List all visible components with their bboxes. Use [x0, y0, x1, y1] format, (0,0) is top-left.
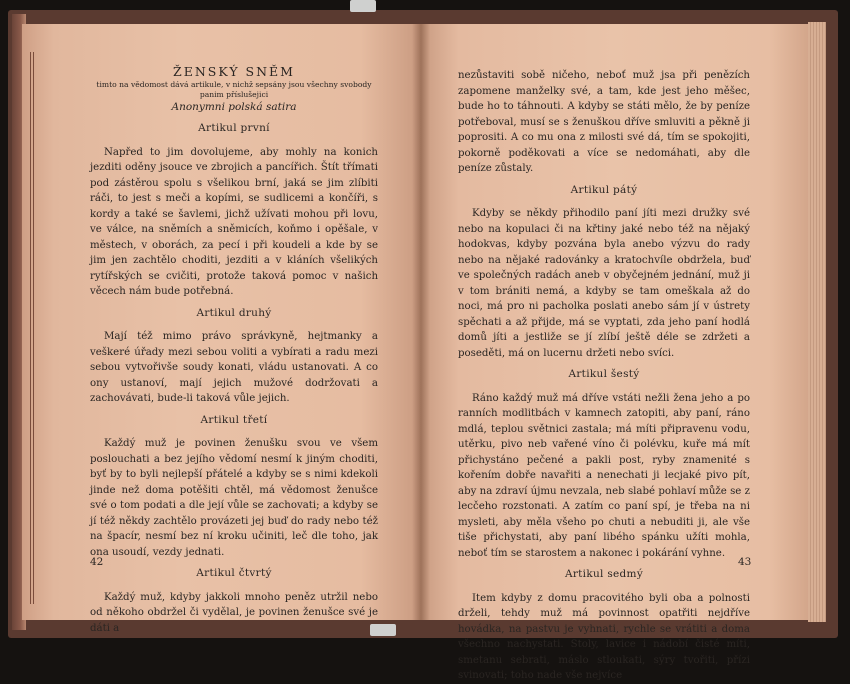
section-text: Napřed to jim dovolujeme, aby mohly na konich jezditi oděny jsouce ve zbrojich a pancířich. Štít třímati pod zástěrou spolu s všelikou brní, jaká se jim zlíbiti ráči, to jest s meči a kopími, se sudlicemi a končíři, s kordy a také se šavlemi, jichž užívati mohou při lovu, ve válce, na sněmích a sněmicích, koňmo i opěšale, v městech, v oborách, za pecí i při koudeli a kde by se jim jen zachtělo choditi, jezditi a v kláních všelikých rytířských se cvičiti, protože taková pomoc v našich věcech nám bude potřebná. [90, 146, 378, 297]
section-heading: Artikul šestý [568, 368, 640, 380]
chapter-title: ŽENSKÝ SNĚM [173, 64, 295, 79]
section-text: Mají též mimo právo správkyně, hejtmanky a veškeré úřady mezi sebou voliti a vybírati a radu mezi sebou vytvořivše soudy konati, vládu ustanovati. A co ony ustanoví, mají jejich mužové dodržovati a zachovávati, bude-li taková vůle jejich. [90, 331, 378, 404]
page-rule [33, 52, 34, 604]
chapter-subtitle: timto na vědomost dává artikule, v nichž sepsány jsou všechny svobody panim příslušejici [96, 79, 372, 99]
section-heading: Artikul druhý [196, 306, 272, 319]
book-gutter [412, 24, 430, 620]
right-page [420, 24, 808, 681]
right-text-column [458, 68, 750, 684]
section-heading: Artikul první [198, 122, 270, 134]
section-text: Item kdyby z domu pracovitého byli oba a polnosti drželi, tehdy muž má povinnost opatřiti nejdříve hovádka, na pastvu je vyhnati, rychle se vrátiti a doma všechno nachystati. Stoly, lavice i nádobí čisté míti, smetanu sebrati, máslo stloukati, sýry tvořiti, přízi svinovati; toho nade vše nejvíce [458, 592, 750, 681]
page-fore-edge [808, 22, 826, 622]
page-rule [30, 52, 31, 604]
chapter-author: Anonymni polská satira [171, 100, 297, 113]
section-text: Každý muž je povinen ženušku svou ve všem poslouchati a bez jejího vědomí nesmí k jiným choditi, byť by to byli nejlepší přátelé a kdyby se s nimi kdekoli jinde než doma potěšiti chtěl, má vědomost ženušce své o tom podati a dle její vůle se zachovati; a kdyby se jí též někdy zachtělo provázeti jej buď do rady nebo též na špacír, nesmí bez ní kroku učiniti, leč dle toho, jak ona usoudí, vezdy jednati. [90, 438, 378, 558]
page-number: 43 [738, 556, 752, 568]
section-text: Ráno každý muž má dříve vstáti nežli žena jeho a po ranních modlitbách v kamnech zatopiti, aby paní, ráno mdlá, teplou světnici zastala; má míti připravenu vodu, utěrku, pivo neb vařené víno či polévku, kuře má mít přichystáno pečené a pakli post, ryby znamenité s kořením dobře navařiti a nenechati ji lecjaké pivo pít, aby na zdraví újmu nevzala, neb slabé pohlaví může se z lecčeho rozstonati. A zatím co paní spí, je třeba na ni mysleti, aby měla všeho po chuti a nebuditi ji, ale vše tiše přichystati, aby paní libého spánku užíti mohla, neboť tím se starostem a nakonec i pokárání vyhne. [458, 392, 750, 559]
section-heading: Artikul sedmý [564, 568, 644, 580]
page-number: 42 [90, 556, 104, 568]
continued-text: nezůstaviti sobě ničeho, neboť muž jsa při penězích zapomene manželky své, a tam, kde jest jeho měšec, bude ho to táhnouti. A kdyby se státi mělo, že by peníze potřeboval, musí se s ženuškou dříve smluviti a pěkně ji poprositi. A co mu ona z milosti své dá, tím se spokojiti, pokorně poděkovati a více se nedomáhati, aby dle peníze zůstaly. [458, 70, 750, 174]
section-heading: Artikul pátý [570, 183, 638, 196]
section-text: Kdyby se někdy přihodilo paní jíti mezi družky své nebo na kopulaci či na křtiny jaké nebo též na nějaký hodokvas, kdyby pozvána byla anebo výzvu do rady nebo na nějaké radovánky a kratochvíle obdržela, buď ve společných radách aneb v obyčejném jednání, muž ji v tom brániti nemá, a kdyby se tam omeškala až do noci, má pro ni pacholka poslati anebo sám jí v ústrety spěchati a až přijde, má se vyptati, zda jeho paní hodlá domů jíti a jestliže se jí zlíbí ještě déle se zdržeti a poseděti, má on lucernu držeti nebo svíci. [458, 208, 750, 359]
ribbon-top [350, 0, 376, 12]
section-text: Každý muž, kdyby jakkoli mnoho peněz utržil nebo od někoho obdržel či vydělal, je povinen ženušce své je dáti a [90, 591, 378, 634]
section-heading: Artikul třetí [200, 413, 268, 426]
left-text-column [90, 64, 378, 636]
section-heading: Artikul čtvrtý [196, 567, 272, 579]
left-page [22, 24, 420, 634]
